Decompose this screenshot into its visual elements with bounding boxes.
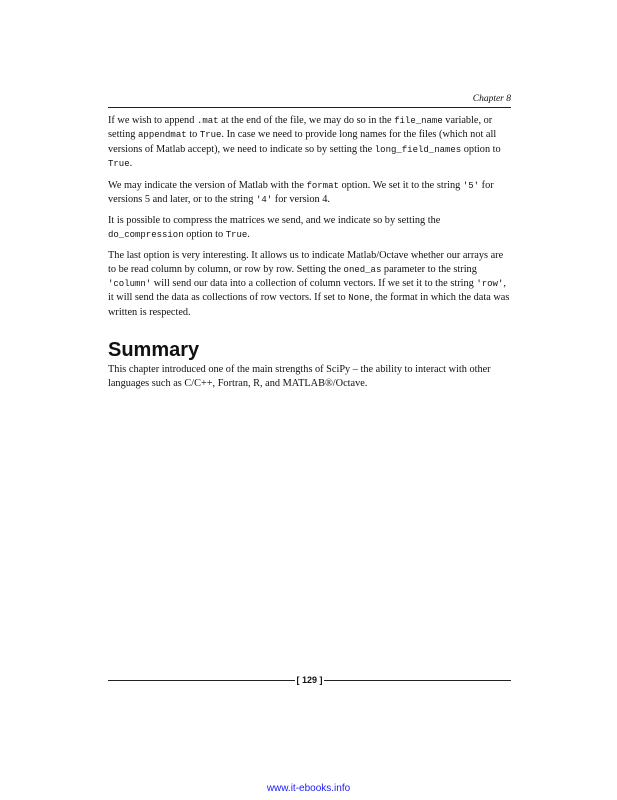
footer-rule-left [108, 680, 295, 681]
inline-code: True [225, 229, 248, 240]
paragraph-format-option: We may indicate the version of Matlab with the format option. We set it to the string '5' for versions 5 and later, or to the string '4' for version 4. [108, 179, 494, 206]
page-footer [108, 673, 511, 687]
inline-code: file_name [394, 116, 443, 126]
header-rule [108, 107, 511, 108]
page-header [108, 94, 511, 108]
inline-code: '4' [256, 195, 273, 206]
page-body [108, 114, 513, 397]
page-number: [ 129 ] [296, 675, 323, 685]
paragraph-append-mat: If we wish to append .mat at the end of the file, we may do so in the file_name variable, or setting appendmat to True. In case we need to provide long names for the files (which not all versions of Matlab accept), we need to indicate so by setting the long_field_names option to True. [108, 115, 501, 170]
inline-code: 'row' [476, 279, 504, 290]
chapter-label: Chapter 8 [472, 94, 511, 104]
inline-code: True [108, 159, 130, 170]
inline-code: 'column' [108, 279, 152, 290]
inline-code: do_compression [108, 229, 184, 240]
inline-code: oned_as [343, 264, 382, 275]
paragraph-oned-as: The last option is very interesting. It allows us to indicate Matlab/Octave whether our arrays are to be read column by column, or row by row. Setting the oned_as parameter to the string 'column' will send our data into a collection of column vectors. If we set it to the string 'row', it will send the data as collections of row vectors. If set to None, the format in which the data was written is respected. [108, 250, 510, 318]
inline-code: long_field_names [374, 144, 462, 155]
footer-rule-right [324, 680, 511, 681]
inline-code: None [348, 293, 370, 304]
watermark-link[interactable]: www.it-ebooks.info [266, 783, 351, 794]
inline-code: '5' [462, 180, 480, 191]
inline-code: format [306, 180, 339, 191]
summary-paragraph: This chapter introduced one of the main strengths of SciPy – the ability to interact with other languages such as C/C++, Fortran, R, and MATLAB®/Octave. [108, 364, 491, 389]
inline-code: True [199, 130, 222, 141]
summary-heading: Summary [108, 339, 200, 362]
inline-code: .mat [196, 116, 219, 126]
paragraph-compression: It is possible to compress the matrices we send, and we indicate so by setting the do_compression option to True. [108, 215, 441, 240]
inline-code: appendmat [138, 130, 187, 141]
